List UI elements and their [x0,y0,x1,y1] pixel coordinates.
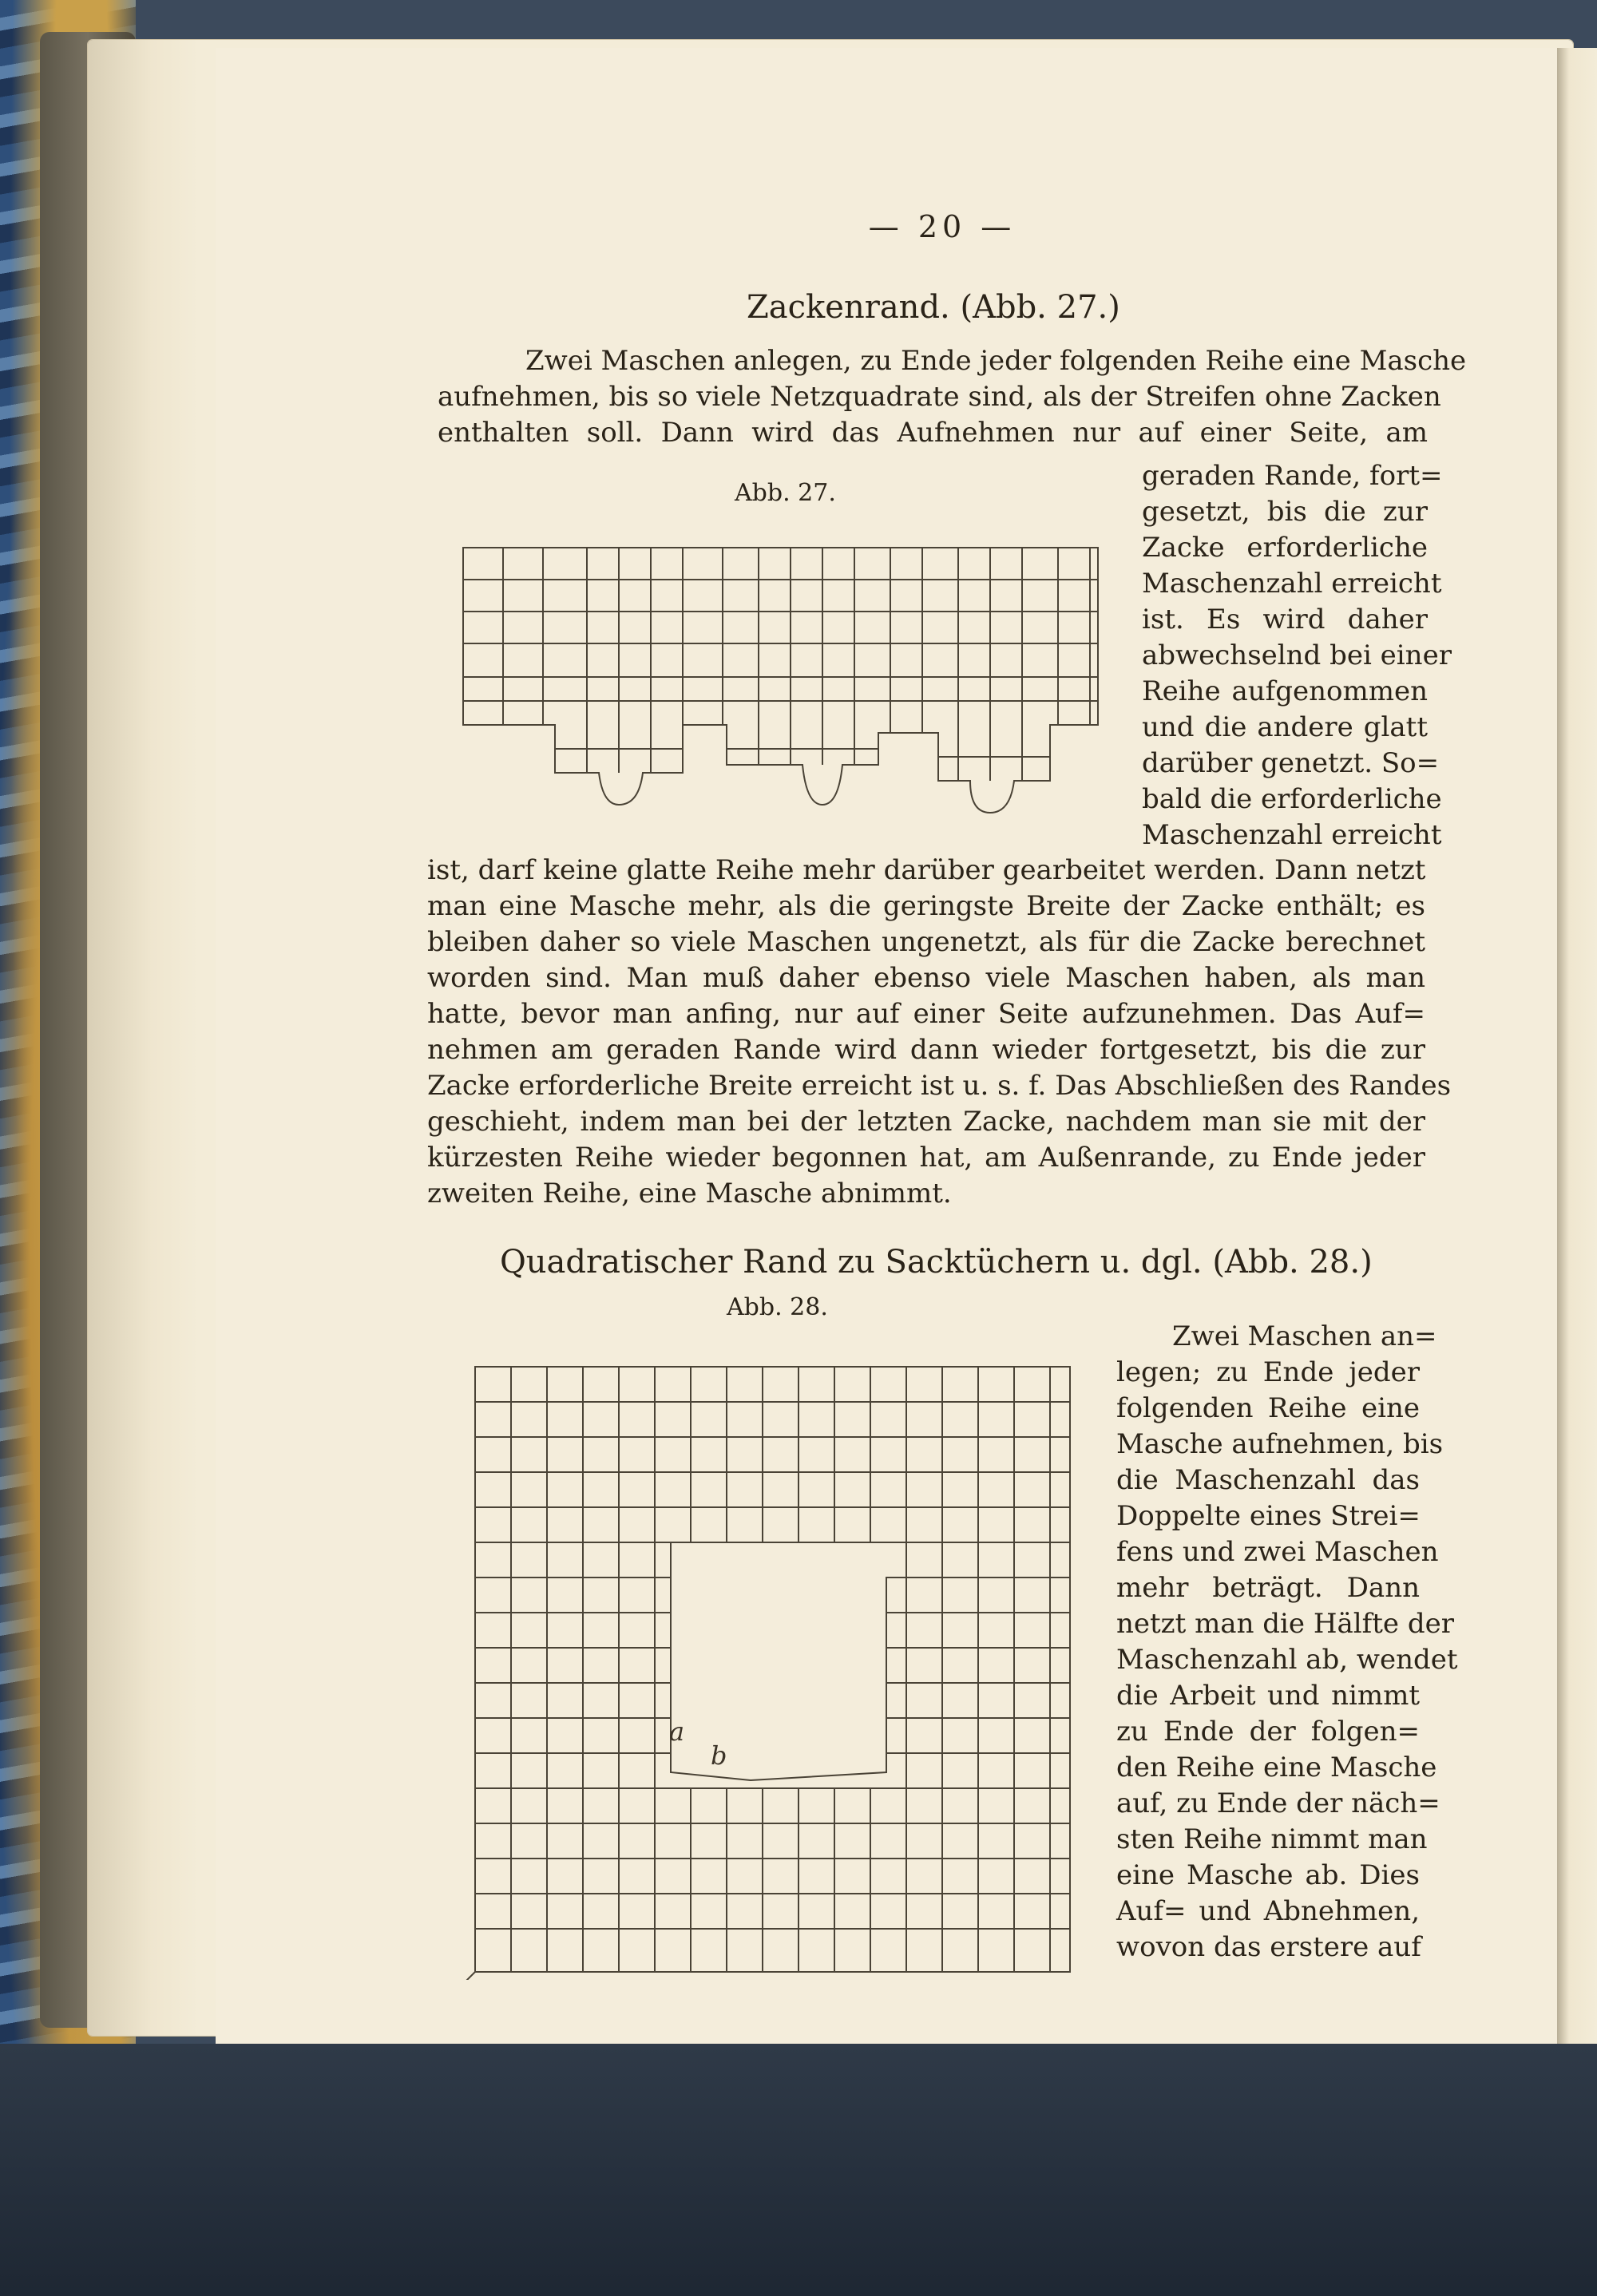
text-line: aufnehmen, bis so viele Netzquadrate sind, als der Streifen ohne Zacken [438,381,1441,413]
text-line: die Maschenzahl das [1116,1464,1420,1496]
text-line: Maschenzahl erreicht [1142,568,1442,600]
text-line: man eine Masche mehr, als die geringste Breite der Zacke enthält; es [427,890,1425,922]
text-line: Auf= und Abnehmen, [1116,1895,1420,1927]
text-line: enthalten soll. Dann wird das Aufnehmen nur auf einer Seite, am [438,417,1428,449]
text-line: ist. Es wird daher [1142,604,1428,635]
facing-page-edge [1557,48,1597,2044]
text-line: Zacke erforderliche Breite erreicht ist u. s. f. Das Abschließen des Randes [427,1070,1452,1102]
text-line: den Reihe eine Masche [1116,1752,1437,1783]
text-line: Zwei Maschen anlegen, zu Ende jeder folgenden Reihe eine Masche [525,345,1467,377]
paragraph-intro [438,343,1467,451]
text-line: die Arbeit und nimmt [1116,1680,1420,1712]
text-line: ist, darf keine glatte Reihe mehr darüber gearbeitet werden. Dann netzt [427,854,1426,886]
paragraph-side-27 [1142,458,1452,853]
text-line: Maschenzahl ab, wendet [1116,1644,1458,1676]
text-line: nehmen am geraden Rande wird dann wieder fortgesetzt, bis die zur [427,1034,1425,1066]
figure-27-zackenrand-net [459,541,1106,829]
text-line: bleiben daher so viele Maschen ungenetzt, als für die Zacke berechnet [427,926,1425,958]
text-line: darüber genetzt. So= [1142,747,1440,779]
text-line: worden sind. Man muß daher ebenso viele Maschen haben, als man [427,962,1425,994]
text-line: kürzesten Reihe wieder begonnen hat, am Außenrande, zu Ende jeder [427,1142,1425,1174]
text-line: Zacke erforderliche [1142,532,1428,564]
text-line: wovon das erstere auf [1116,1931,1421,1963]
text-line: abwechselnd bei einer [1142,639,1452,671]
paragraph-side-28 [1116,1319,1458,1965]
net-grid [463,548,1098,813]
text-line: hatte, bevor man anfing, nur auf einer Seite aufzunehmen. Das Auf= [427,998,1425,1030]
text-line: Maschenzahl erreicht [1142,819,1442,851]
figure-label-a: a [669,1716,685,1747]
text-line: Zwei Maschen an= [1172,1320,1437,1352]
text-line: auf, zu Ende der näch= [1116,1787,1440,1819]
text-line: bald die erforderliche [1142,783,1442,815]
text-line: legen; zu Ende jeder [1116,1356,1420,1388]
background-surface [0,2044,1597,2296]
page-number: — 20 — [868,209,1016,244]
net-grid [459,1367,1070,1980]
figure-28-square-net [455,1357,1086,1980]
section-heading-zackenrand: Zackenrand. (Abb. 27.) [747,289,1120,326]
section-heading-quadratischer-rand: Quadratischer Rand zu Sacktüchern u. dgl. (Abb. 28.) [500,1244,1373,1281]
text-line: Masche aufnehmen, bis [1116,1428,1444,1460]
text-line: gesetzt, bis die zur [1142,496,1428,528]
text-line: geraden Rande, fort= [1142,460,1443,492]
text-line: Reihe aufgenommen [1142,675,1428,707]
text-line: geschieht, indem man bei der letzten Zacke, nachdem man sie mit der [427,1106,1425,1138]
text-line: netzt man die Hälfte der [1116,1608,1454,1640]
paragraph-continued [427,853,1452,1212]
figure-caption-28: Abb. 28. [727,1293,828,1321]
figure-caption-27: Abb. 27. [735,479,836,507]
figure-label-b: b [711,1740,727,1771]
text-line: zu Ende der folgen= [1116,1716,1420,1748]
text-line: fens und zwei Maschen [1116,1536,1439,1568]
text-line: eine Masche ab. Dies [1116,1859,1420,1891]
text-line: Doppelte eines Strei= [1116,1500,1421,1532]
text-line: und die andere glatt [1142,711,1428,743]
text-line: mehr beträgt. Dann [1116,1572,1420,1604]
text-line: folgenden Reihe eine [1116,1392,1420,1424]
text-line: zweiten Reihe, eine Masche abnimmt. [427,1178,952,1209]
text-line: sten Reihe nimmt man [1116,1823,1428,1855]
